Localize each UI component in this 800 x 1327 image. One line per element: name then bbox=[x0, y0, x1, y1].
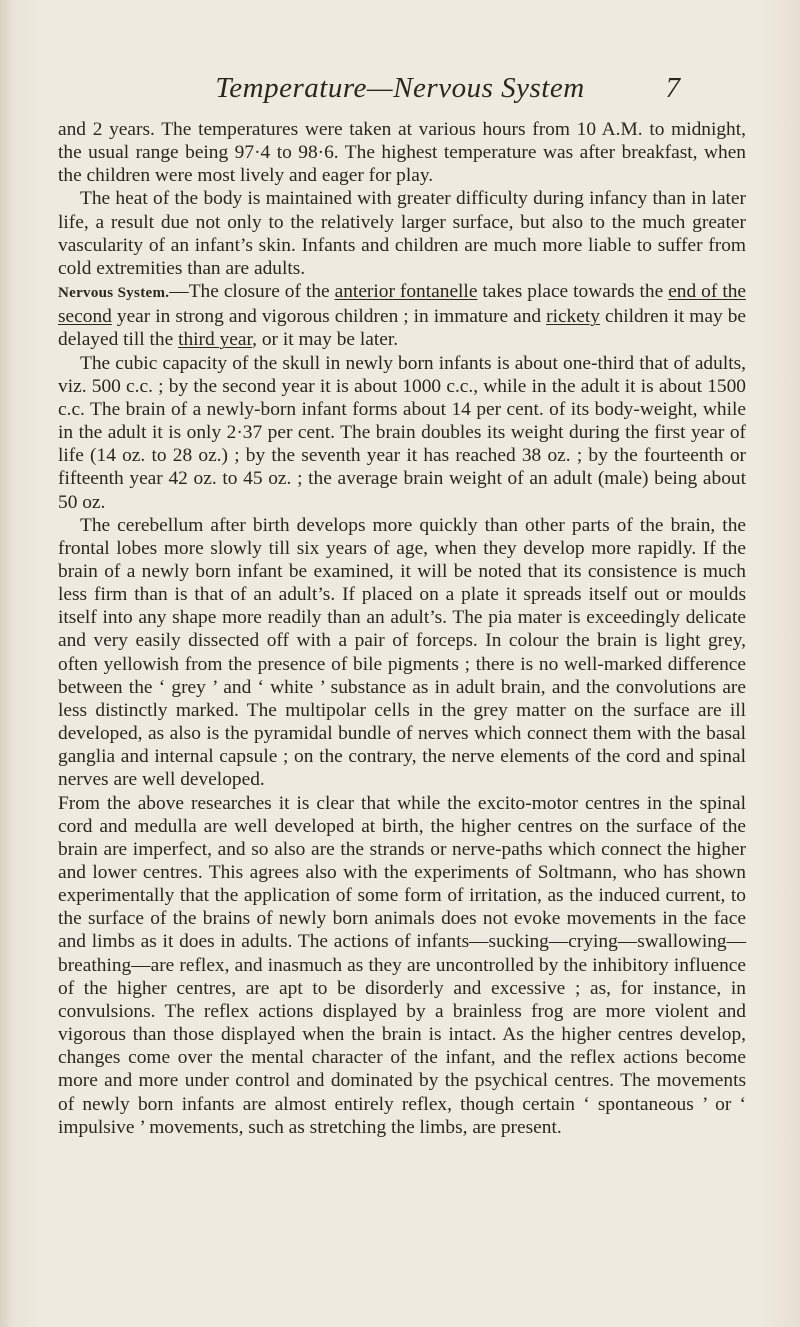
text-run: year in strong and vigorous children ; in immature and bbox=[111, 306, 547, 328]
body-text bbox=[58, 118, 746, 1139]
paragraph-nervous-system bbox=[58, 280, 746, 351]
text-run: takes place towards the bbox=[477, 281, 669, 303]
paragraph-temperature-continued: and 2 years. The temperatures were taken at various hours from 10 A.M. to midnight, the usual range being 97·4 to 98·6. The highest temperature was after breakfast, when the children were most lively and eager for play. bbox=[58, 119, 746, 187]
underlined-phrase: end of the second bbox=[58, 281, 747, 328]
underlined-phrase: third year bbox=[178, 329, 253, 351]
text-run: children it may be delayed till the bbox=[58, 306, 746, 351]
text-run: —The closure of the bbox=[169, 281, 335, 303]
paragraph-excito-motor-centres: From the above researches it is clear that while the excito-motor centres in the spinal cord and medulla are well developed at birth, the higher centres on the surface of the brain are imperfect, and so also are the strands or nerve-paths which connect the higher and lower centres. This agrees also with the experiments of Soltmann, who has shown experimentally that the application of some form of irritation, as the induced current, to the surface of the brains of newly born animals does not evoke movements in the face and limbs as it does in adults. The actions of infants—sucking—crying—swallowing—breathing—are reflex, and inasmuch as they are uncontrolled by the inhibitory influence of the higher centres, are apt to be disorderly and excessive ; as, for instance, in convulsions. The reflex actions displayed by a brainless frog are more violent and vigorous than those displayed when the brain is intact. As the higher centres develop, changes come over the mental character of the infant, and the reflex actions become more and more under control and dominated by the psychical centres. The movements of newly born infants are almost entirely reflex, though certain ‘ spontaneous ’ or ‘ impulsive ’ movements, such as stretching the limbs, are present. bbox=[58, 792, 746, 1138]
underlined-phrase: anterior fontanelle bbox=[334, 281, 478, 303]
page-number: 7 bbox=[665, 72, 680, 104]
text-run: , or it may be later. bbox=[252, 329, 399, 351]
paragraph-cerebellum: The cerebellum after birth develops more quickly than other parts of the brain, the frontal lobes more slowly till six years of age, when they develop more rapidly. If the brain of a newly born infant be examined, it will be noted that its consistence is much less firm than is that of an adult’s. If placed on a plate it spreads itself out or moulds itself into any shape more readily than an adult’s. The pia mater is exceedingly delicate and very easily dissected off with a pair of forceps. In colour the brain is light grey, often yellowish from the presence of bile pigments ; there is no well-marked difference between the ‘ grey ’ and ‘ white ’ substance as in adult brain, and the convolutions are less distinctly marked. The multipolar cells in the grey matter on the surface are ill developed, as also is the pyramidal bundle of nerves which connect them with the basal ganglia and internal capsule ; on the contrary, the nerve elements of the cord and spinal nerves are well developed. bbox=[58, 514, 746, 791]
paragraph-skull-capacity: The cubic capacity of the skull in newly born infants is about one-third that of adults, viz. 500 c.c. ; by the second year it is about 1000 c.c., while in the adult it is about 1500 c.c. The brain of a newly-born infant forms about 14 per cent. of its body-weight, while in the adult it is only 2·37 per cent. The brain doubles its weight during the first year of life (14 oz. to 28 oz.) ; by the seventh year it has reached 38 oz. ; by the fourteenth or fifteenth year 42 oz. to 45 oz. ; the average brain weight of an adult (male) being about 50 oz. bbox=[58, 352, 746, 513]
section-heading-nervous-system: Nervous System. bbox=[58, 285, 170, 302]
paragraph-body-heat: The heat of the body is maintained with greater difficulty during infancy than in later life, a result due not only to the relatively larger surface, but also to the much greater vascularity of an infant’s skin. Infants and children are much more liable to suffer from cold extremities than are adults. bbox=[58, 188, 746, 279]
page-header bbox=[0, 72, 800, 112]
running-title: Temperature—Nervous System bbox=[215, 72, 585, 104]
underlined-phrase: rickety bbox=[546, 306, 600, 328]
